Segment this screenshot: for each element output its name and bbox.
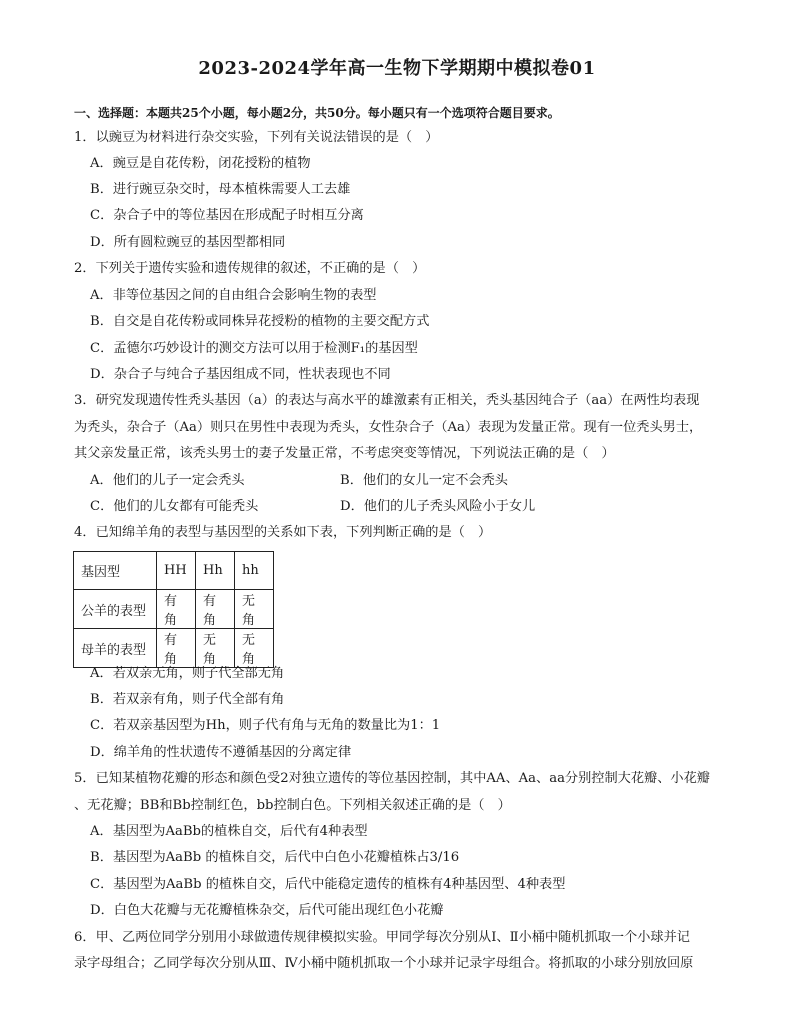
question-3-stem-line-1: 3．研究发现遗传性秃头基因（a）的表达与高水平的雄激素有正相关，秃头基因纯合子（aa）在两性均表现 (74, 393, 700, 408)
question-5-stem-line-2: 、无花瓣；BB和Bb控制红色，bb控制白色。下列相关叙述正确的是（ ） (74, 798, 511, 813)
question-1-option-a: A．豌豆是自花传粉，闭花授粉的植物 (90, 156, 311, 171)
question-2-stem: 2．下列关于遗传实验和遗传规律的叙述，不正确的是（ ） (74, 261, 426, 276)
question-4-option-c: C．若双亲基因型为Hh，则子代有角与无角的数量比为1：1 (90, 718, 441, 733)
question-3-stem-line-2: 为秃头，杂合子（Aa）则只在男性中表现为秃头，女性杂合子（Aa）表现为发量正常。现有一位秃头男士， (74, 420, 703, 435)
question-1-option-b: B．进行豌豆杂交时，母本植株需要人工去雄 (90, 182, 351, 197)
question-3-stem-line-3: 其父亲发量正常，该秃头男士的妻子发量正常，不考虑突变等情况，下列说法正确的是（ ） (74, 446, 615, 461)
exam-title: 2023-2024学年高一生物下学期期中模拟卷01 (198, 58, 596, 79)
table-header-cell: Hh (196, 552, 235, 590)
table-row (74, 590, 274, 629)
question-2-option-d: D．杂合子与纯合子基因组成不同，性状表现也不同 (90, 367, 391, 382)
question-5-option-d: D．白色大花瓣与无花瓣植株杂交，后代可能出现红色小花瓣 (90, 903, 444, 918)
question-5-option-b: B．基因型为AaBb 的植株自交，后代中白色小花瓣植株占3/16 (90, 850, 460, 865)
question-3-option-b: B．他们的女儿一定不会秃头 (340, 473, 508, 488)
question-5-option-c: C．基因型为AaBb 的植株自交，后代中能稳定遗传的植株有4种基因型、4种表型 (90, 877, 566, 892)
table-header-cell: HH (157, 552, 196, 590)
table-row (74, 629, 274, 668)
table-header-row (74, 552, 274, 590)
table-header-cell: hh (235, 552, 274, 590)
question-6-stem-line-2: 录字母组合；乙同学每次分别从Ⅲ、Ⅳ小桶中随机抓取一个小球并记录字母组合。将抓取的小球分别放回原 (74, 956, 694, 971)
question-1-option-c: C．杂合子中的等位基因在形成配子时相互分离 (90, 208, 364, 223)
question-3-option-c: C．他们的儿女都有可能秃头 (90, 499, 259, 514)
table-cell: 无角 (235, 629, 274, 668)
table-cell: 有角 (196, 590, 235, 629)
table-cell: 无角 (235, 590, 274, 629)
table-header-cell: 基因型 (74, 552, 157, 590)
question-1-option-d: D．所有圆粒豌豆的基因型都相同 (90, 235, 286, 250)
genotype-phenotype-table (73, 551, 274, 668)
question-2-option-a: A．非等位基因之间的自由组合会影响生物的表型 (90, 288, 377, 303)
table-cell: 有角 (157, 590, 196, 629)
question-1-stem: 1．以豌豆为材料进行杂交实验，下列有关说法错误的是（ ） (74, 130, 439, 145)
question-4-option-b: B．若双亲有角，则子代全部有角 (90, 692, 285, 707)
question-6-stem-line-1: 6．甲、乙两位同学分别用小球做遗传规律模拟实验。甲同学每次分别从Ⅰ、Ⅱ小桶中随机抓取一个小球并记 (74, 930, 690, 945)
table-cell: 无角 (196, 629, 235, 668)
table-cell: 母羊的表型 (74, 629, 157, 668)
question-4-stem: 4．已知绵羊角的表型与基因型的关系如下表，下列判断正确的是（ ） (74, 525, 492, 540)
question-2-option-b: B．自交是自花传粉或同株异花授粉的植物的主要交配方式 (90, 314, 430, 329)
table-cell: 公羊的表型 (74, 590, 157, 629)
question-5-stem-line-1: 5．已知某植物花瓣的形态和颜色受2对独立遗传的等位基因控制，其中AA、Aa、aa分别控制大花瓣、小花瓣 (74, 771, 710, 786)
question-4-option-d: D．绵羊角的性状遗传不遵循基因的分离定律 (90, 745, 352, 760)
question-3-option-a: A．他们的儿子一定会秃头 (90, 473, 245, 488)
question-5-option-a: A．基因型为AaBb的植株自交，后代有4种表型 (90, 824, 368, 839)
table-cell: 有角 (157, 629, 196, 668)
question-3-option-d: D．他们的儿子秃头风险小于女儿 (340, 499, 536, 514)
section-heading: 一、选择题：本题共25个小题，每小题2分，共50分。每小题只有一个选项符合题目要求。 (74, 106, 560, 120)
question-4-option-a: A．若双亲无角，则子代全部无角 (90, 666, 285, 681)
question-2-option-c: C．孟德尔巧妙设计的测交方法可以用于检测F₁的基因型 (90, 341, 418, 356)
